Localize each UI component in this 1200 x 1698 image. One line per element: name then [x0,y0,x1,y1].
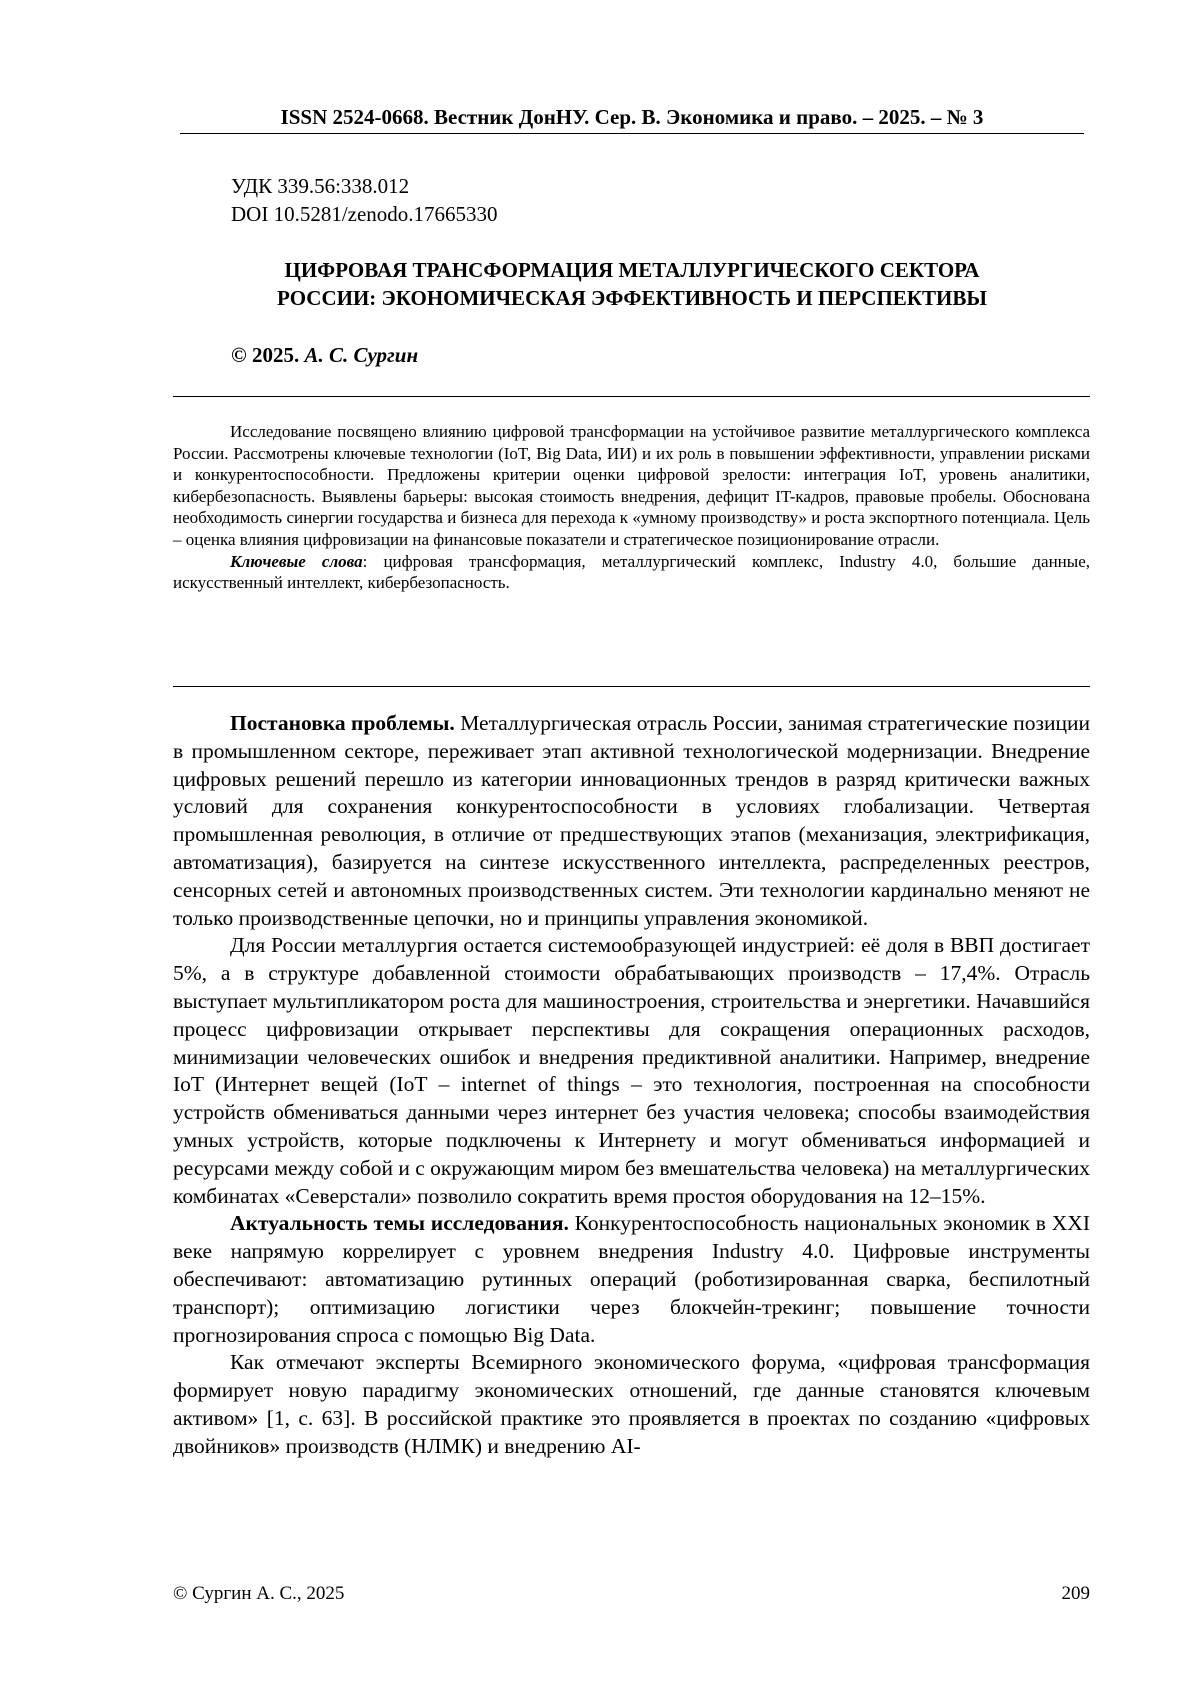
page-number: 209 [1061,1583,1090,1604]
article-title-line-1: ЦИФРОВАЯ ТРАНСФОРМАЦИЯ МЕТАЛЛУРГИЧЕСКОГО СЕКТОРА [284,258,980,282]
author-line [231,341,418,369]
paragraph-wef-quote: Как отмечают эксперты Всемирного экономического форума, «цифровая трансформация формирует новую парадигму экономических отношений, где данные становятся ключевым активом» [1, с. 63]. В российской практике это проявляется в проектах по созданию «цифровых двойников» производств (НЛМК) и внедрению AI- [173,1350,1090,1458]
page-footer [173,1582,1090,1606]
paragraph-text: Конкурентоспособность национальных экономик в XXI веке напрямую коррелирует с уровнем внедрения Industry 4.0. Цифровые инструменты обеспечивают: автоматизацию рутинных операций (роботизированная сварка, беспилотный транспорт); оптимизацию логистики через блокчейн-трекинг; повышение точности прогнозирования спроса с помощью Big Data. [173,1211,1090,1347]
section-heading-problem: Постановка проблемы. [230,711,455,735]
journal-header [180,104,1084,130]
section-heading-relevance: Актуальность темы исследования. [230,1211,569,1236]
paragraph-text: Металлургическая отрасль России, занимая стратегические позиции в промышленном секторе, переживает этап активной технологической модернизации. Внедрение цифровых решений перешло из категории инновационных трендов в разряд критически важных условий для сохранения конкурентоспособности в условиях глобализации. Четвертая промышленная революция, в отличие от предшествующих этапов (механизация, электрификация, автоматизация), базируется на синтезе искусственного интеллекта, распределенных реестров, сенсорных сетей и автономных производственных систем. Эти технологии кардинально меняют не только производственные цепочки, но и принципы управления экономикой. [173,711,1090,930]
abstract [173,421,1090,594]
article-title-line-2: РОССИИ: ЭКОНОМИЧЕСКАЯ ЭФФЕКТИВНОСТЬ И ПЕРСПЕКТИВЫ [277,286,987,310]
footer-copyright: © Сургин А. С., 2025 [173,1583,345,1604]
copyright-year: © 2025. [231,343,300,367]
abstract-top-rule [173,396,1090,397]
article-identifiers [231,172,498,228]
article-title [200,256,1064,312]
paragraph-metallurgy-role: Для России металлургия остается системообразующей индустрией: её доля в ВВП достигает 5%, а в структуре добавленной стоимости обрабатывающих производств – 17,4%. Отрасль выступает мультипликатором роста для машиностроения, строительства и энергетики. Начавшийся процесс цифровизации открывает перспективы для сокращения операционных расходов, минимизации человеческих ошибок и внедрения предиктивной аналитики. Например, внедрение IoT (Интернет вещей (IoT – internet of things – это технология, построенная на способности устройств обмениваться данными через интернет без участия человека; способы взаимодействия умных устройств, которые подключены к Интернету и могут обмениваться информацией и ресурсами между собой и с окружающим миром без вмешательства человека) на металлургических комбинатах «Северстали» позволило сократить время простоя оборудования на 12–15%. [173,933,1090,1208]
article-body [173,710,1090,1461]
abstract-text: Исследование посвящено влиянию цифровой трансформации на устойчивое развитие металлургического комплекса России. Рассмотрены ключевые технологии (IoT, Big Data, ИИ) и их роль в повышении эффективности, управлении рисками и конкурентоспособности. Предложены критерии оценки цифровой зрелости: интеграция IoT, уровень аналитики, кибербезопасность. Выявлены барьеры: высокая стоимость внедрения, дефицит IT-кадров, правовые пробелы. Обоснована необходимость синергии государства и бизнеса для перехода к «умному производству» и роста экспортного потенциала. Цель – оценка влияния цифровизации на финансовые показатели и стратегическое позиционирование отрасли. [173,422,1090,549]
header-rule [180,133,1084,134]
keywords [173,551,1090,594]
paragraph-relevance [173,1210,1090,1349]
doi-code: DOI 10.5281/zenodo.17665330 [231,202,498,226]
abstract-bottom-rule [173,686,1090,687]
keywords-list: : цифровая трансформация, металлургический комплекс, Industry 4.0, большие данные, искусственный интеллект, кибербезопасность. [173,551,1090,593]
author-name: А. С. Сургин [304,343,419,367]
udk-code: УДК 339.56:338.012 [231,174,410,198]
keywords-label: Ключевые слова [230,551,363,571]
paragraph-problem-statement [173,710,1090,932]
journal-header-text: ISSN 2524-0668. Вестник ДонНУ. Сер. В. Экономика и право. – 2025. – № 3 [280,105,984,129]
